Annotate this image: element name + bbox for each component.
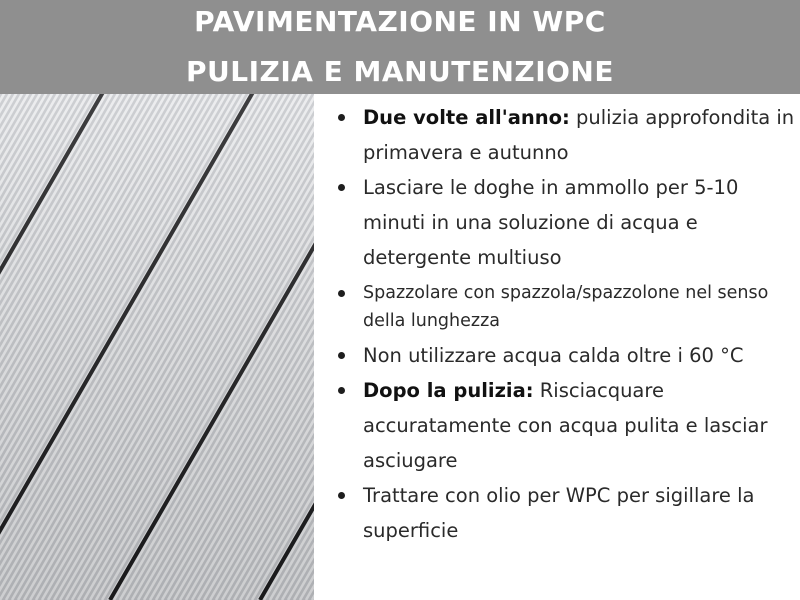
item-text: Risciacquare accuratamente con acqua pulita e lasciar asciugare <box>363 379 768 472</box>
list-item <box>336 170 798 275</box>
item-bold-lead: Due volte all'anno: <box>363 106 570 129</box>
title-line-1: PAVIMENTAZIONE IN WPC <box>194 5 606 38</box>
list-item <box>336 338 798 373</box>
header-banner <box>0 0 800 94</box>
list-item <box>336 478 798 548</box>
bullet-icon <box>338 492 345 499</box>
item-bold-lead: Dopo la pulizia: <box>363 379 534 402</box>
decking-photo <box>0 94 314 600</box>
bullet-icon <box>338 387 345 394</box>
item-text: Trattare con olio per WPC per sigillare la superficie <box>363 484 755 542</box>
item-text: Non utilizzare acqua calda oltre i 60 °C <box>363 344 744 367</box>
maintenance-list <box>336 100 798 548</box>
item-text: pulizia approfondita in primavera e autunno <box>363 106 795 164</box>
bullet-icon <box>338 184 345 191</box>
maintenance-list-panel <box>336 100 798 548</box>
bullet-icon <box>338 114 345 121</box>
list-item <box>336 373 798 478</box>
decking-boards-image <box>0 94 314 600</box>
list-item <box>336 279 798 335</box>
item-text: Spazzolare con spazzola/spazzolone nel senso della lunghezza <box>363 283 769 331</box>
list-item <box>336 100 798 170</box>
item-text: Lasciare le doghe in ammollo per 5-10 minuti in una soluzione di acqua e detergente multiuso <box>363 176 739 269</box>
title-line-2: PULIZIA E MANUTENZIONE <box>186 55 614 88</box>
bullet-icon <box>338 352 345 359</box>
bullet-icon <box>338 290 345 297</box>
